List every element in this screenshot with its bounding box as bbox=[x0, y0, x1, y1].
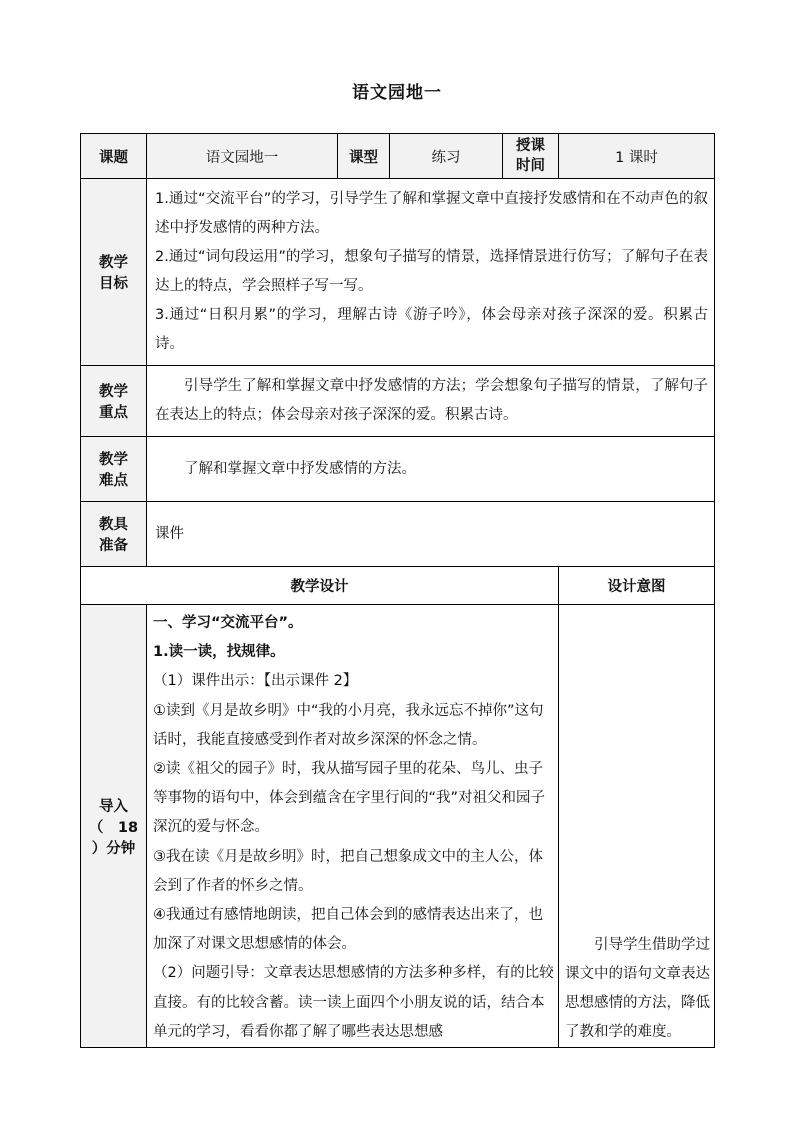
materials-label-line2: 准备 bbox=[99, 538, 128, 554]
goal-item: 2.通过“词句段运用”的学习，想象句子描写的情景，选择情景进行仿写；了解句子在表达上的特点，学会照样子写一写。 bbox=[155, 249, 708, 294]
difficulties-content bbox=[147, 437, 715, 502]
intent-content bbox=[559, 605, 715, 1048]
section-label-line3: ）分钟 bbox=[91, 840, 136, 857]
header-row bbox=[81, 134, 715, 179]
design-header-row bbox=[81, 567, 715, 605]
materials-label-line1: 教具 bbox=[99, 517, 128, 533]
page-title: 语文园地一 bbox=[352, 83, 442, 103]
difficulties-text: 了解和掌握文章中抒发感情的方法。 bbox=[184, 460, 416, 477]
section-label-line2: （ 18 bbox=[88, 819, 139, 836]
time-label-line2: 时间 bbox=[516, 158, 545, 174]
key-points-row bbox=[81, 366, 715, 437]
section-label-line1: 导入 bbox=[99, 798, 128, 815]
design-header: 教学设计 bbox=[81, 567, 559, 605]
lesson-label: 课题 bbox=[81, 134, 147, 179]
materials-content bbox=[147, 502, 715, 567]
type-value: 练习 bbox=[390, 134, 503, 179]
type-label: 课型 bbox=[338, 134, 390, 179]
section-subheading: 1.读一读，找规律。 bbox=[153, 644, 285, 661]
key-points-text: 引导学生了解和掌握文章中抒发感情的方法；学会想象句子描写的情景，了解句子在表达上的特点；体会母亲对孩子深深的爱。积累古诗。 bbox=[155, 378, 708, 423]
difficulties-row bbox=[81, 437, 715, 502]
difficulties-label bbox=[81, 437, 147, 502]
difficulties-label-line2: 难点 bbox=[99, 473, 128, 489]
design-line: ③我在读《月是故乡明》时，把自己想象成文中的主人公，体会到了作者的怀乡之情。 bbox=[153, 848, 543, 894]
design-line: ④我通过有感情地朗读，把自己体会到的感情表达出来了，也加深了对课文思想感情的体会。 bbox=[153, 907, 543, 953]
intent-text: 引导学生借助学过课文中的语句文章表达思想感情的方法，降低了教和学的难度。 bbox=[565, 937, 710, 1041]
section-heading: 一、学习“交流平台”。 bbox=[153, 615, 303, 631]
design-line: （2）问题引导：文章表达思想感情的方法多种多样，有的比较直接。有的比较含蓄。读一读上面四个小朋友说的话，结合本单元的学习，看看你都了解了哪些表达思想感 bbox=[153, 965, 554, 1040]
materials-label bbox=[81, 502, 147, 567]
goals-label bbox=[81, 179, 147, 366]
difficulties-label-line1: 教学 bbox=[99, 452, 128, 468]
section-label bbox=[81, 605, 147, 1048]
materials-row bbox=[81, 502, 715, 567]
key-points-label bbox=[81, 366, 147, 437]
lesson-plan-table bbox=[80, 133, 715, 1048]
goals-label-line2: 目标 bbox=[99, 276, 128, 292]
design-line: ①读到《月是故乡明》中“我的小月亮，我永远忘不掉你”这句话时，我能直接感受到作者对故乡深深的怀念之情。 bbox=[153, 702, 544, 748]
intent-header: 设计意图 bbox=[559, 567, 715, 605]
goals-label-line1: 教学 bbox=[99, 255, 128, 271]
time-label bbox=[503, 134, 559, 179]
goals-content bbox=[147, 179, 715, 366]
design-content bbox=[147, 605, 559, 1048]
goals-row bbox=[81, 179, 715, 366]
key-points-label-line1: 教学 bbox=[99, 384, 128, 400]
time-label-line1: 授课 bbox=[516, 138, 545, 154]
key-points-content bbox=[147, 366, 715, 437]
goal-item: 1.通过“交流平台”的学习，引导学生了解和掌握文章中直接抒发感情和在不动声色的叙述中抒发感情的两种方法。 bbox=[155, 191, 708, 236]
key-points-label-line2: 重点 bbox=[99, 405, 128, 421]
design-line: ②读《祖父的园子》时，我从描写园子里的花朵、鸟儿、虫子等事物的语句中，体会到蕴含在字里行间的“我”对祖父和园子深沉的爱与怀念。 bbox=[153, 761, 546, 836]
time-value: 1 课时 bbox=[559, 134, 715, 179]
lesson-value: 语文园地一 bbox=[147, 134, 338, 179]
goal-item: 3.通过“日积月累”的学习，理解古诗《游子吟》，体会母亲对孩子深深的爱。积累古诗。 bbox=[155, 307, 708, 352]
intro-section-row bbox=[81, 605, 715, 1048]
design-line: （1）课件出示：【出示课件 2】 bbox=[153, 673, 358, 690]
materials-text: 课件 bbox=[155, 525, 184, 542]
